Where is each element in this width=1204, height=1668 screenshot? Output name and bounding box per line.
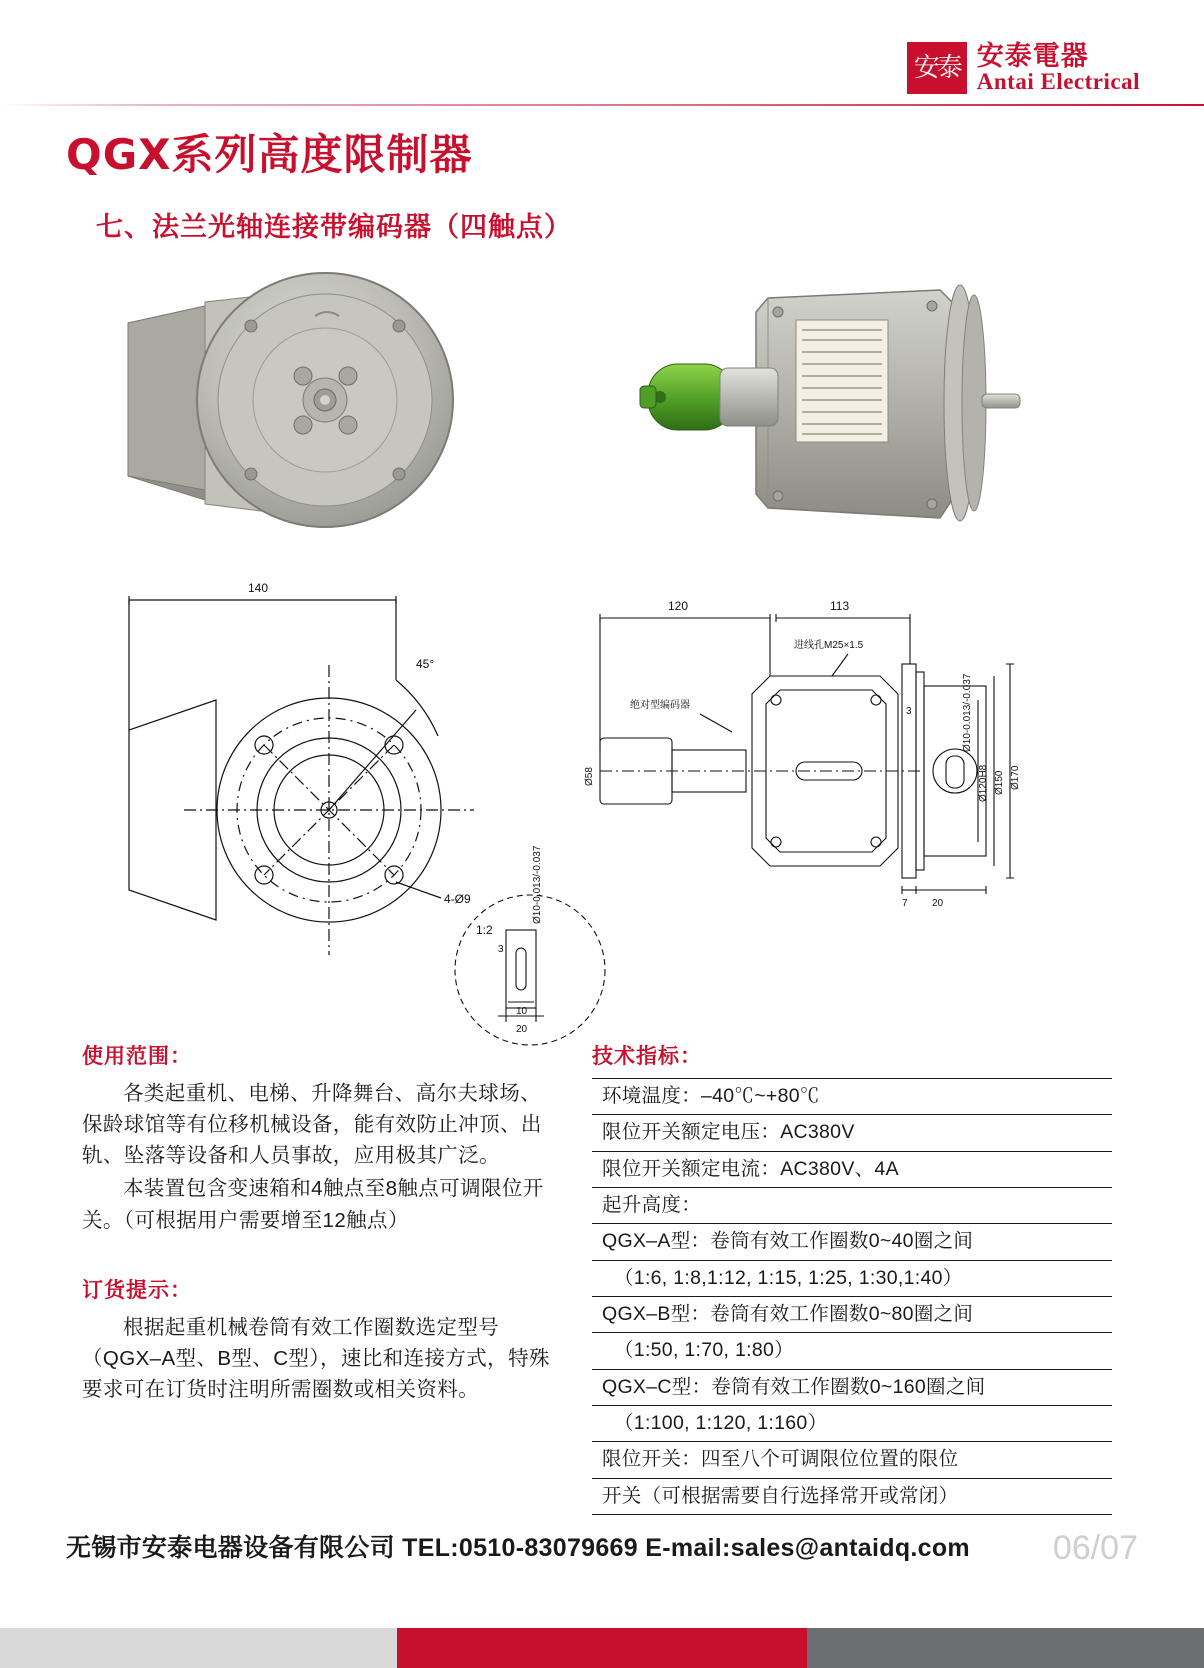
usage-title: 使用范围：	[82, 1045, 192, 1068]
detail-key3: 3	[498, 944, 504, 955]
spec-cell: QGX–C型：卷筒有效工作圈数0~160圈之间	[592, 1369, 1112, 1405]
dim-d120h8: Ø120H8	[978, 764, 989, 802]
table-row	[592, 1151, 1112, 1187]
dim-d170: Ø170	[1010, 765, 1021, 790]
dim-20: 20	[932, 898, 944, 909]
spec-cell: QGX–B型：卷筒有效工作圈数0~80圈之间	[592, 1297, 1112, 1333]
spec-cell: 环境温度：–40℃~+80℃	[592, 1079, 1112, 1115]
drawing-side-view	[580, 590, 1080, 940]
spec-cell: （1:50, 1:70, 1:80）	[592, 1333, 1112, 1369]
spec-cell: QGX–A型：卷筒有效工作圈数0~40圈之间	[592, 1224, 1112, 1260]
dim-45deg: 45°	[416, 657, 435, 671]
label-encoder: 绝对型编码器	[630, 700, 690, 711]
table-row	[592, 1079, 1112, 1115]
spec-cell: 限位开关额定电流：AC380V、4A	[592, 1151, 1112, 1187]
dim-d58: Ø58	[584, 767, 595, 786]
brand-header	[907, 42, 1140, 94]
footer-contact: TEL:0510-83079669 E-mail:sales@antaidq.com	[402, 1534, 970, 1562]
dim-7: 7	[902, 898, 908, 909]
table-row	[592, 1442, 1112, 1478]
usage-paragraph: 本装置包含变速箱和4触点至8触点可调限位开关。（可根据用户需要增至12触点）	[82, 1177, 544, 1232]
left-text-column	[82, 1040, 552, 1407]
footer-company-line	[66, 1528, 970, 1564]
order-title: 订货提示：	[82, 1278, 192, 1302]
table-row	[592, 1369, 1112, 1405]
spec-cell: 限位开关额定电压：AC380V	[592, 1115, 1112, 1151]
spec-cell: 限位开关：四至八个可调限位位置的限位	[592, 1442, 1112, 1478]
company-logo: 安泰	[907, 42, 967, 94]
usage-paragraph: 各类起重机、电梯、升降舞台、高尔夫球场、保龄球馆等有位移机械设备，能有效防止冲顶、出轨、坠落等设备和人员事故，应用极其广泛。	[82, 1082, 542, 1168]
spec-cell: 开关（可根据需要自行选择常开或常闭）	[592, 1478, 1112, 1514]
table-row	[592, 1478, 1112, 1514]
order-paragraph: 根据起重机械卷筒有效工作圈数选定型号（QGX–A型、B型、C型），速比和连接方式，特殊要求可在订货时注明所需圈数或相关资料。	[82, 1315, 550, 1402]
table-row	[592, 1260, 1112, 1296]
table-row	[592, 1115, 1112, 1151]
specs-table	[592, 1078, 1112, 1515]
page-title: QGX系列高度限制器	[66, 130, 473, 179]
footer-bar-red	[397, 1628, 806, 1668]
table-row	[592, 1188, 1112, 1224]
table-row	[592, 1224, 1112, 1260]
dim-140: 140	[248, 581, 269, 595]
dim-holes: 4-Ø9	[444, 892, 471, 906]
spec-cell: 起升高度：	[592, 1188, 1112, 1224]
footer-bar-gray	[0, 1628, 397, 1668]
product-photo-side	[600, 268, 1020, 548]
page-number: 06/07	[1052, 1529, 1138, 1567]
spec-cell: （1:100, 1:120, 1:160）	[592, 1406, 1112, 1442]
brand-name-block	[977, 42, 1140, 94]
order-block	[82, 1274, 552, 1405]
detail-d10: Ø10-0.013/-0.037	[532, 845, 543, 924]
detail-scale: 1:2	[476, 923, 493, 937]
dim-113: 113	[830, 599, 850, 613]
table-row	[592, 1297, 1112, 1333]
footer-company: 无锡市安泰电器设备有限公司	[66, 1534, 395, 1562]
brand-name-cn: 安泰電器	[976, 41, 1089, 71]
dim-key3: 3	[906, 706, 912, 717]
product-photo-front	[110, 268, 470, 548]
brand-name-en: Antai Electrical	[976, 69, 1140, 95]
dim-d150: Ø150	[994, 770, 1005, 795]
detail-dim-10: 10	[516, 1006, 528, 1017]
header-divider	[0, 104, 1204, 106]
dim-120: 120	[668, 599, 689, 613]
right-spec-column	[592, 1040, 1112, 1515]
table-row	[592, 1333, 1112, 1369]
dim-d10: Ø10-0.013/-0.037	[962, 673, 973, 752]
label-cable-hole: 进线孔M25×1.5	[794, 640, 864, 651]
detail-dim-20: 20	[516, 1024, 528, 1035]
specs-title: 技术指标：	[592, 1045, 702, 1068]
section-title: 七、法兰光轴连接带编码器（四触点）	[96, 212, 572, 242]
table-row	[592, 1406, 1112, 1442]
spec-cell: （1:6, 1:8,1:12, 1:15, 1:25, 1:30,1:40）	[592, 1260, 1112, 1296]
footer-bar-dark	[807, 1628, 1204, 1668]
footer-color-bar	[0, 1628, 1204, 1668]
